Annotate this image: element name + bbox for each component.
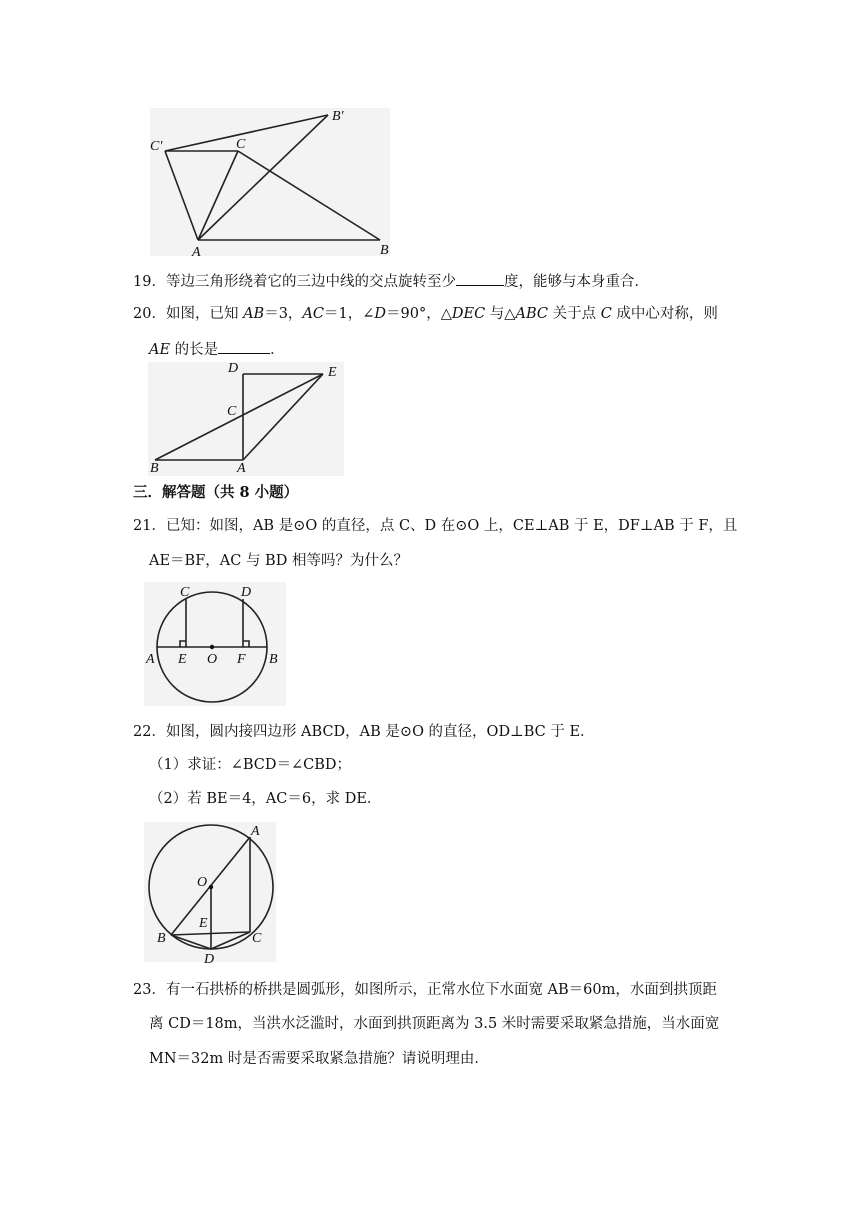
question-22-part2: （2）若 BE＝4，AC＝6，求 DE．: [149, 791, 382, 807]
label-f: F: [237, 652, 246, 667]
figure-central-symmetry: [140, 358, 350, 478]
question-19: [133, 271, 649, 292]
var-d: D: [374, 306, 387, 322]
answer-blank[interactable]: [456, 271, 504, 286]
var-ab: AB: [243, 306, 265, 322]
text: ＝3，: [264, 306, 303, 322]
label-o: O: [207, 652, 218, 667]
var-ac: AC: [302, 306, 325, 322]
label-o: O: [197, 875, 208, 890]
question-number: 21．: [133, 518, 166, 534]
question-20-line1: [133, 304, 718, 324]
label-c: C: [236, 137, 246, 152]
label-c-prime: C′: [150, 139, 163, 154]
question-text: 如图，圆内接四边形 ABCD，AB 是⊙O 的直径，OD⊥BC 于 E．: [165, 724, 595, 740]
label-d: D: [204, 952, 215, 965]
question-text-end: 度，能够与本身重合．: [503, 274, 649, 290]
label-b: B: [157, 931, 166, 946]
question-number: 22．: [133, 724, 166, 740]
question-23-line2: 离 CD＝18m，当洪水泛滥时，水面到拱顶距离为 3.5 米时需要采取紧急措施，当水面宽: [149, 1016, 720, 1032]
label-a: A: [237, 461, 246, 476]
question-22-part1: （1）求证：∠BCD＝∠CBD；: [149, 757, 352, 773]
label-e: E: [328, 365, 337, 380]
figure-inscribed-quadrilateral: [140, 820, 280, 965]
text: ＝90°，△: [386, 306, 452, 322]
question-number: 23．: [133, 982, 166, 998]
question-23-line1: [133, 980, 717, 1000]
question-number: 20．: [133, 306, 166, 322]
var-ae: AE: [149, 342, 171, 358]
text: 成中心对称，则: [611, 306, 718, 322]
label-c: C: [227, 404, 237, 419]
question-text: 有一石拱桥的桥拱是圆弧形，如图所示，正常水位下水面宽 AB＝60m，水面到拱顶距: [165, 982, 717, 998]
label-b: B: [150, 461, 159, 476]
answer-blank[interactable]: [218, 339, 270, 354]
question-21-line2: [149, 551, 408, 571]
label-d: D: [228, 361, 239, 376]
text: ．: [270, 342, 285, 358]
question-20-line2: [149, 339, 285, 360]
label-b: B: [380, 243, 389, 258]
text: 的长是: [170, 342, 219, 358]
label-b-prime: B′: [332, 109, 344, 124]
question-text: 已知：如图，AB 是⊙O 的直径，点 C、D 在⊙O 上，CE⊥AB 于 E，DF⊥AB 于 F，且: [165, 518, 738, 534]
label-a: A: [192, 245, 201, 260]
var-dec: DEC: [451, 306, 486, 322]
label-e: E: [178, 652, 187, 667]
label-d: D: [241, 585, 252, 600]
text: ＝1，∠: [324, 306, 375, 322]
label-a: A: [146, 652, 155, 667]
var-c: C: [600, 306, 612, 322]
label-b: B: [269, 652, 278, 667]
question-22-line1: [133, 722, 595, 742]
label-a: A: [251, 824, 260, 839]
label-c: C: [252, 931, 262, 946]
question-number: 19．: [133, 274, 166, 290]
question-23-line3: MN＝32m 时是否需要采取紧急措施？请说明理由．: [149, 1051, 489, 1067]
figure-circle-diameter: [140, 580, 290, 708]
question-text: 等边三角形绕着它的三边中线的交点旋转至少: [165, 274, 456, 290]
question-text: AE＝BF，AC 与 BD 相等吗？为什么？: [149, 553, 408, 569]
label-e: E: [199, 916, 208, 931]
text: 与△: [485, 306, 516, 322]
figure-rotated-triangles: [140, 100, 400, 260]
section-title: 三．解答题（共 8 小题）: [133, 484, 299, 501]
text: 关于点: [547, 306, 601, 322]
text: 如图，已知: [165, 306, 244, 322]
question-21-line1: [133, 516, 737, 536]
var-abc: ABC: [515, 306, 548, 322]
label-c: C: [180, 585, 190, 600]
